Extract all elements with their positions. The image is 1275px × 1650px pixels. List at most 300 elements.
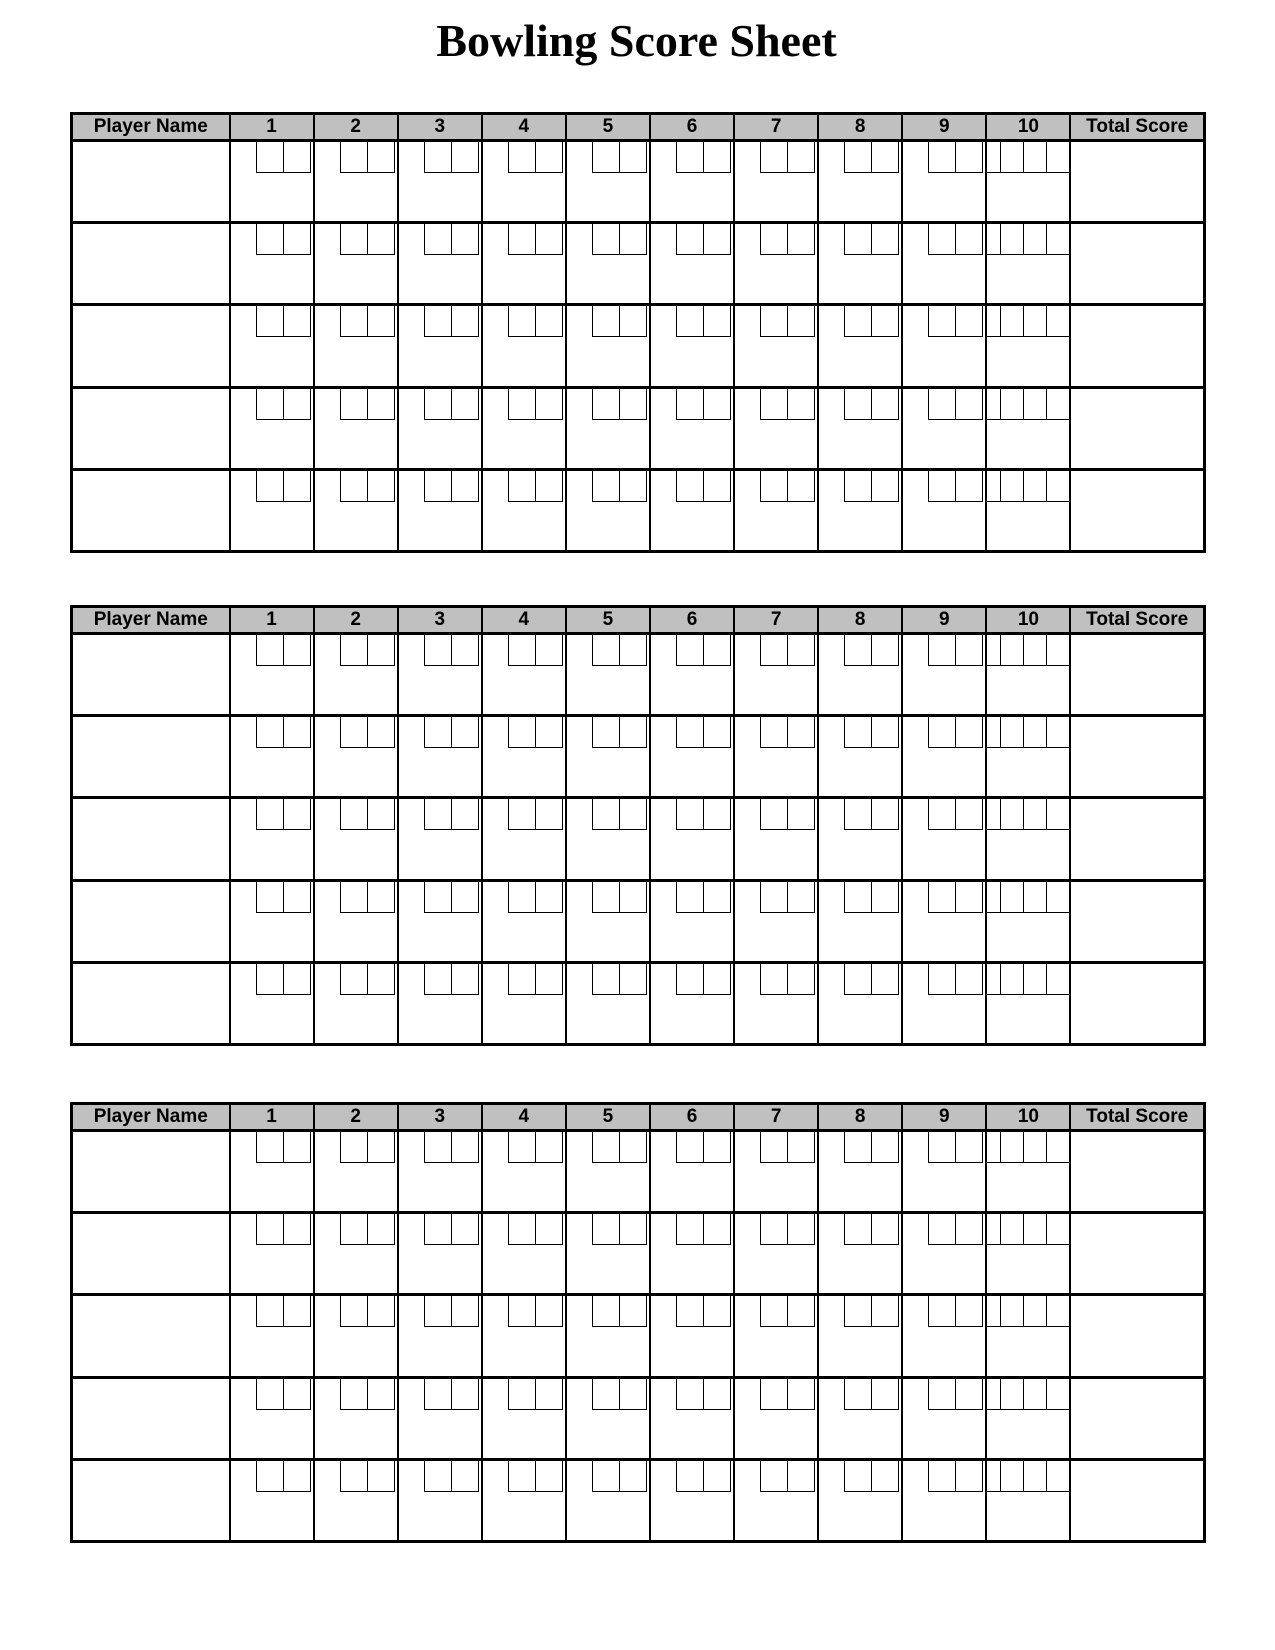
ball-box bbox=[367, 1214, 395, 1245]
frame-cell-9 bbox=[902, 962, 986, 1044]
ball-boxes bbox=[844, 1132, 899, 1162]
ball-boxes bbox=[676, 717, 731, 747]
ball-boxes bbox=[592, 306, 647, 336]
frame-cell-7 bbox=[734, 1295, 818, 1377]
ball-boxes bbox=[424, 224, 479, 254]
ball-boxes bbox=[928, 1132, 983, 1162]
ball-box bbox=[340, 471, 367, 502]
ball-box bbox=[367, 717, 395, 748]
frame-cell-3 bbox=[398, 962, 482, 1044]
ball-box bbox=[676, 142, 703, 173]
ball-box bbox=[955, 1296, 983, 1327]
ball-boxes bbox=[508, 306, 563, 336]
ball-box bbox=[760, 799, 787, 830]
ball-boxes bbox=[844, 799, 899, 829]
ball-box bbox=[1046, 1296, 1069, 1326]
total-score-cell bbox=[1070, 880, 1204, 962]
frame-cell-5 bbox=[566, 962, 650, 1044]
ball-box bbox=[703, 224, 731, 255]
ball-boxes bbox=[340, 389, 395, 419]
frame-header-8: 8 bbox=[818, 114, 902, 141]
ball-boxes bbox=[676, 1296, 731, 1326]
player-row bbox=[72, 880, 1205, 962]
ball-box bbox=[1023, 389, 1046, 419]
ball-box bbox=[619, 1461, 647, 1492]
frame-cell-6 bbox=[650, 634, 734, 716]
ball-box bbox=[787, 1461, 815, 1492]
ball-boxes bbox=[340, 717, 395, 747]
frame-cell-4 bbox=[482, 1131, 566, 1213]
ball-boxes bbox=[760, 717, 815, 747]
ball-box bbox=[451, 635, 479, 666]
ball-box bbox=[508, 224, 535, 255]
frame-cell-9 bbox=[902, 141, 986, 223]
ball-box bbox=[676, 1132, 703, 1163]
ball-boxes bbox=[844, 389, 899, 419]
tenth-frame-ball-boxes bbox=[987, 1132, 1069, 1163]
frame-cell-2 bbox=[314, 223, 398, 305]
frame-cell-10 bbox=[986, 716, 1070, 798]
ball-box bbox=[787, 1296, 815, 1327]
frame-cell-1 bbox=[230, 798, 314, 880]
ball-box bbox=[955, 799, 983, 830]
ball-boxes bbox=[256, 306, 311, 336]
ball-box bbox=[451, 964, 479, 995]
ball-box bbox=[787, 1132, 815, 1163]
ball-box bbox=[508, 1132, 535, 1163]
ball-box bbox=[340, 1379, 367, 1410]
ball-boxes bbox=[592, 471, 647, 501]
ball-boxes bbox=[340, 306, 395, 336]
ball-boxes bbox=[928, 1296, 983, 1326]
frame-cell-5 bbox=[566, 305, 650, 387]
ball-box bbox=[871, 142, 899, 173]
ball-box bbox=[535, 389, 563, 420]
player-name-cell bbox=[72, 716, 230, 798]
ball-box bbox=[1000, 882, 1023, 912]
ball-boxes bbox=[256, 964, 311, 994]
frame-cell-4 bbox=[482, 880, 566, 962]
ball-box bbox=[340, 799, 367, 830]
ball-boxes bbox=[676, 142, 731, 172]
frame-cell-5 bbox=[566, 387, 650, 469]
ball-box bbox=[844, 224, 871, 255]
frame-cell-7 bbox=[734, 1459, 818, 1541]
ball-box bbox=[760, 717, 787, 748]
frame-cell-7 bbox=[734, 387, 818, 469]
frame-header-7: 7 bbox=[734, 607, 818, 634]
header-row bbox=[72, 607, 1205, 634]
ball-box bbox=[451, 306, 479, 337]
frame-cell-4 bbox=[482, 634, 566, 716]
ball-box bbox=[592, 224, 619, 255]
player-row bbox=[72, 1213, 1205, 1295]
frame-cell-8 bbox=[818, 1213, 902, 1295]
frame-cell-6 bbox=[650, 469, 734, 551]
ball-box bbox=[535, 799, 563, 830]
ball-box bbox=[535, 1461, 563, 1492]
ball-box bbox=[283, 964, 311, 995]
ball-boxes bbox=[508, 471, 563, 501]
ball-boxes bbox=[508, 882, 563, 912]
ball-boxes bbox=[256, 635, 311, 665]
frame-cell-7 bbox=[734, 223, 818, 305]
ball-box bbox=[1046, 964, 1069, 994]
frame-cell-7 bbox=[734, 880, 818, 962]
frame-cell-4 bbox=[482, 223, 566, 305]
frame-header-3: 3 bbox=[398, 607, 482, 634]
frame-cell-3 bbox=[398, 1377, 482, 1459]
ball-box bbox=[1000, 1461, 1023, 1491]
tenth-frame-ball-boxes bbox=[987, 882, 1069, 913]
ball-boxes bbox=[256, 1296, 311, 1326]
ball-box bbox=[703, 142, 731, 173]
ball-box bbox=[619, 799, 647, 830]
ball-box bbox=[871, 1461, 899, 1492]
ball-box bbox=[340, 1461, 367, 1492]
ball-box bbox=[928, 1379, 955, 1410]
ball-box bbox=[508, 1379, 535, 1410]
ball-box bbox=[787, 799, 815, 830]
player-name-cell bbox=[72, 1213, 230, 1295]
frame-cell-10 bbox=[986, 962, 1070, 1044]
frame-cell-4 bbox=[482, 141, 566, 223]
ball-box bbox=[1000, 224, 1023, 254]
ball-box bbox=[787, 717, 815, 748]
ball-box bbox=[1000, 1296, 1023, 1326]
ball-boxes bbox=[592, 1379, 647, 1409]
frame-header-4: 4 bbox=[482, 1104, 566, 1131]
ball-box bbox=[676, 882, 703, 913]
ball-box bbox=[424, 142, 451, 173]
ball-box bbox=[676, 1379, 703, 1410]
ball-boxes bbox=[424, 964, 479, 994]
frame-cell-6 bbox=[650, 305, 734, 387]
ball-box bbox=[703, 1132, 731, 1163]
ball-box bbox=[703, 717, 731, 748]
ball-boxes bbox=[256, 389, 311, 419]
ball-box bbox=[1046, 471, 1069, 501]
frame-cell-8 bbox=[818, 716, 902, 798]
ball-boxes bbox=[256, 142, 311, 172]
frame-cell-1 bbox=[230, 1295, 314, 1377]
ball-boxes bbox=[676, 882, 731, 912]
frame-cell-4 bbox=[482, 798, 566, 880]
ball-box bbox=[676, 1461, 703, 1492]
ball-boxes bbox=[592, 635, 647, 665]
ball-boxes bbox=[256, 224, 311, 254]
ball-box bbox=[508, 471, 535, 502]
frame-cell-3 bbox=[398, 1131, 482, 1213]
frame-cell-2 bbox=[314, 469, 398, 551]
frame-cell-3 bbox=[398, 141, 482, 223]
ball-boxes bbox=[424, 882, 479, 912]
frame-header-6: 6 bbox=[650, 1104, 734, 1131]
ball-box bbox=[1000, 1132, 1023, 1162]
frame-header-3: 3 bbox=[398, 114, 482, 141]
ball-box bbox=[787, 224, 815, 255]
frame-cell-3 bbox=[398, 716, 482, 798]
frame-cell-9 bbox=[902, 880, 986, 962]
ball-boxes bbox=[844, 1379, 899, 1409]
ball-box bbox=[703, 1461, 731, 1492]
ball-box bbox=[592, 1379, 619, 1410]
ball-box bbox=[256, 306, 283, 337]
ball-box bbox=[676, 717, 703, 748]
ball-box bbox=[703, 1379, 731, 1410]
frame-cell-6 bbox=[650, 1131, 734, 1213]
ball-box bbox=[256, 471, 283, 502]
frame-cell-5 bbox=[566, 798, 650, 880]
player-row bbox=[72, 1131, 1205, 1213]
ball-box bbox=[256, 1132, 283, 1163]
frame-cell-6 bbox=[650, 962, 734, 1044]
total-score-header: Total Score bbox=[1070, 607, 1204, 634]
ball-box bbox=[955, 882, 983, 913]
frame-cell-10 bbox=[986, 223, 1070, 305]
ball-box bbox=[1046, 717, 1069, 747]
ball-boxes bbox=[508, 799, 563, 829]
frame-cell-4 bbox=[482, 1213, 566, 1295]
ball-boxes bbox=[760, 635, 815, 665]
player-name-cell bbox=[72, 962, 230, 1044]
ball-box bbox=[535, 306, 563, 337]
ball-boxes bbox=[424, 635, 479, 665]
frame-cell-9 bbox=[902, 469, 986, 551]
ball-box bbox=[928, 799, 955, 830]
ball-box bbox=[508, 799, 535, 830]
ball-box bbox=[1000, 471, 1023, 501]
frame-cell-4 bbox=[482, 716, 566, 798]
tenth-frame-ball-boxes bbox=[987, 1296, 1069, 1327]
frame-cell-2 bbox=[314, 1459, 398, 1541]
frame-cell-7 bbox=[734, 716, 818, 798]
ball-box bbox=[787, 142, 815, 173]
frame-cell-5 bbox=[566, 1213, 650, 1295]
frame-header-10: 10 bbox=[986, 607, 1070, 634]
ball-boxes bbox=[340, 1296, 395, 1326]
frame-cell-5 bbox=[566, 1295, 650, 1377]
frame-header-4: 4 bbox=[482, 607, 566, 634]
frame-cell-5 bbox=[566, 634, 650, 716]
frame-cell-2 bbox=[314, 305, 398, 387]
ball-box bbox=[367, 1461, 395, 1492]
frame-cell-8 bbox=[818, 880, 902, 962]
frame-cell-1 bbox=[230, 469, 314, 551]
ball-box bbox=[535, 1132, 563, 1163]
ball-box bbox=[508, 1296, 535, 1327]
ball-boxes bbox=[760, 1296, 815, 1326]
ball-box bbox=[1023, 635, 1046, 665]
ball-box bbox=[928, 635, 955, 666]
ball-boxes bbox=[760, 389, 815, 419]
frame-cell-3 bbox=[398, 1295, 482, 1377]
ball-boxes bbox=[424, 471, 479, 501]
total-score-header: Total Score bbox=[1070, 114, 1204, 141]
frame-cell-1 bbox=[230, 141, 314, 223]
frame-cell-6 bbox=[650, 1377, 734, 1459]
ball-boxes bbox=[928, 799, 983, 829]
ball-box bbox=[592, 1214, 619, 1245]
frame-cell-5 bbox=[566, 1459, 650, 1541]
ball-boxes bbox=[340, 882, 395, 912]
frame-header-2: 2 bbox=[314, 1104, 398, 1131]
ball-boxes bbox=[256, 1132, 311, 1162]
ball-boxes bbox=[760, 1379, 815, 1409]
ball-box bbox=[592, 1296, 619, 1327]
frame-header-4: 4 bbox=[482, 114, 566, 141]
ball-box bbox=[451, 1132, 479, 1163]
ball-boxes bbox=[340, 799, 395, 829]
ball-box bbox=[451, 142, 479, 173]
player-row bbox=[72, 1295, 1205, 1377]
ball-box bbox=[283, 142, 311, 173]
ball-boxes bbox=[676, 964, 731, 994]
ball-box bbox=[1046, 799, 1069, 829]
frame-header-5: 5 bbox=[566, 607, 650, 634]
frame-header-5: 5 bbox=[566, 114, 650, 141]
ball-box bbox=[424, 1214, 451, 1245]
total-score-cell bbox=[1070, 387, 1204, 469]
frame-cell-9 bbox=[902, 1295, 986, 1377]
ball-box bbox=[760, 1461, 787, 1492]
ball-boxes bbox=[508, 964, 563, 994]
ball-box bbox=[340, 882, 367, 913]
ball-box bbox=[676, 964, 703, 995]
ball-box bbox=[592, 882, 619, 913]
ball-boxes bbox=[592, 717, 647, 747]
total-score-cell bbox=[1070, 962, 1204, 1044]
ball-box bbox=[844, 306, 871, 337]
ball-box bbox=[1023, 964, 1046, 994]
ball-box bbox=[367, 389, 395, 420]
ball-boxes bbox=[508, 389, 563, 419]
ball-box bbox=[1000, 717, 1023, 747]
ball-box bbox=[1046, 1132, 1069, 1162]
ball-box bbox=[760, 1214, 787, 1245]
ball-boxes bbox=[676, 1461, 731, 1491]
ball-boxes bbox=[592, 1132, 647, 1162]
ball-box bbox=[760, 1379, 787, 1410]
ball-box bbox=[283, 1214, 311, 1245]
frame-cell-8 bbox=[818, 1131, 902, 1213]
ball-box bbox=[928, 1214, 955, 1245]
ball-box bbox=[703, 799, 731, 830]
ball-box bbox=[256, 1379, 283, 1410]
frame-cell-3 bbox=[398, 1459, 482, 1541]
ball-box bbox=[703, 471, 731, 502]
ball-box bbox=[535, 717, 563, 748]
frame-cell-8 bbox=[818, 223, 902, 305]
ball-boxes bbox=[760, 1132, 815, 1162]
ball-box bbox=[424, 882, 451, 913]
frame-cell-2 bbox=[314, 1295, 398, 1377]
ball-box bbox=[535, 635, 563, 666]
ball-box bbox=[256, 389, 283, 420]
ball-box bbox=[367, 224, 395, 255]
ball-box bbox=[367, 471, 395, 502]
ball-box bbox=[760, 1296, 787, 1327]
ball-boxes bbox=[844, 1461, 899, 1491]
frame-cell-8 bbox=[818, 634, 902, 716]
ball-box bbox=[592, 1461, 619, 1492]
ball-box bbox=[619, 964, 647, 995]
frame-cell-9 bbox=[902, 305, 986, 387]
frame-cell-7 bbox=[734, 1131, 818, 1213]
ball-box bbox=[424, 224, 451, 255]
ball-box bbox=[1000, 635, 1023, 665]
player-row bbox=[72, 469, 1205, 551]
frame-cell-4 bbox=[482, 962, 566, 1044]
frame-header-9: 9 bbox=[902, 1104, 986, 1131]
ball-box bbox=[256, 635, 283, 666]
ball-box bbox=[955, 635, 983, 666]
ball-boxes bbox=[928, 1379, 983, 1409]
frame-header-1: 1 bbox=[230, 607, 314, 634]
ball-box bbox=[676, 1296, 703, 1327]
player-row bbox=[72, 387, 1205, 469]
header-row bbox=[72, 114, 1205, 141]
frame-cell-9 bbox=[902, 223, 986, 305]
frame-cell-4 bbox=[482, 387, 566, 469]
ball-boxes bbox=[424, 1379, 479, 1409]
ball-box bbox=[283, 1461, 311, 1492]
frame-cell-6 bbox=[650, 141, 734, 223]
frame-cell-5 bbox=[566, 141, 650, 223]
ball-box bbox=[424, 1461, 451, 1492]
ball-box bbox=[283, 717, 311, 748]
ball-box bbox=[760, 142, 787, 173]
ball-boxes bbox=[928, 635, 983, 665]
frame-cell-8 bbox=[818, 1377, 902, 1459]
frame-cell-2 bbox=[314, 634, 398, 716]
ball-box bbox=[1000, 142, 1023, 172]
ball-box bbox=[871, 1132, 899, 1163]
frame-cell-9 bbox=[902, 798, 986, 880]
ball-box bbox=[256, 964, 283, 995]
ball-boxes bbox=[256, 799, 311, 829]
frame-cell-8 bbox=[818, 305, 902, 387]
frame-cell-9 bbox=[902, 1131, 986, 1213]
ball-box bbox=[424, 389, 451, 420]
ball-boxes bbox=[760, 306, 815, 336]
frame-cell-2 bbox=[314, 1213, 398, 1295]
ball-box bbox=[676, 389, 703, 420]
ball-boxes bbox=[508, 142, 563, 172]
ball-boxes bbox=[676, 1379, 731, 1409]
ball-box bbox=[1023, 224, 1046, 254]
frame-cell-2 bbox=[314, 1131, 398, 1213]
ball-box bbox=[619, 882, 647, 913]
total-score-cell bbox=[1070, 469, 1204, 551]
frame-cell-1 bbox=[230, 716, 314, 798]
frame-cell-7 bbox=[734, 634, 818, 716]
ball-box bbox=[871, 224, 899, 255]
ball-box bbox=[451, 389, 479, 420]
ball-boxes bbox=[928, 224, 983, 254]
tenth-frame-ball-boxes bbox=[987, 224, 1069, 255]
ball-boxes bbox=[508, 635, 563, 665]
ball-boxes bbox=[592, 799, 647, 829]
ball-box bbox=[451, 1461, 479, 1492]
frame-cell-7 bbox=[734, 1377, 818, 1459]
ball-box bbox=[760, 224, 787, 255]
ball-box bbox=[676, 306, 703, 337]
frame-cell-2 bbox=[314, 141, 398, 223]
ball-box bbox=[703, 306, 731, 337]
frame-cell-1 bbox=[230, 962, 314, 1044]
ball-box bbox=[871, 389, 899, 420]
